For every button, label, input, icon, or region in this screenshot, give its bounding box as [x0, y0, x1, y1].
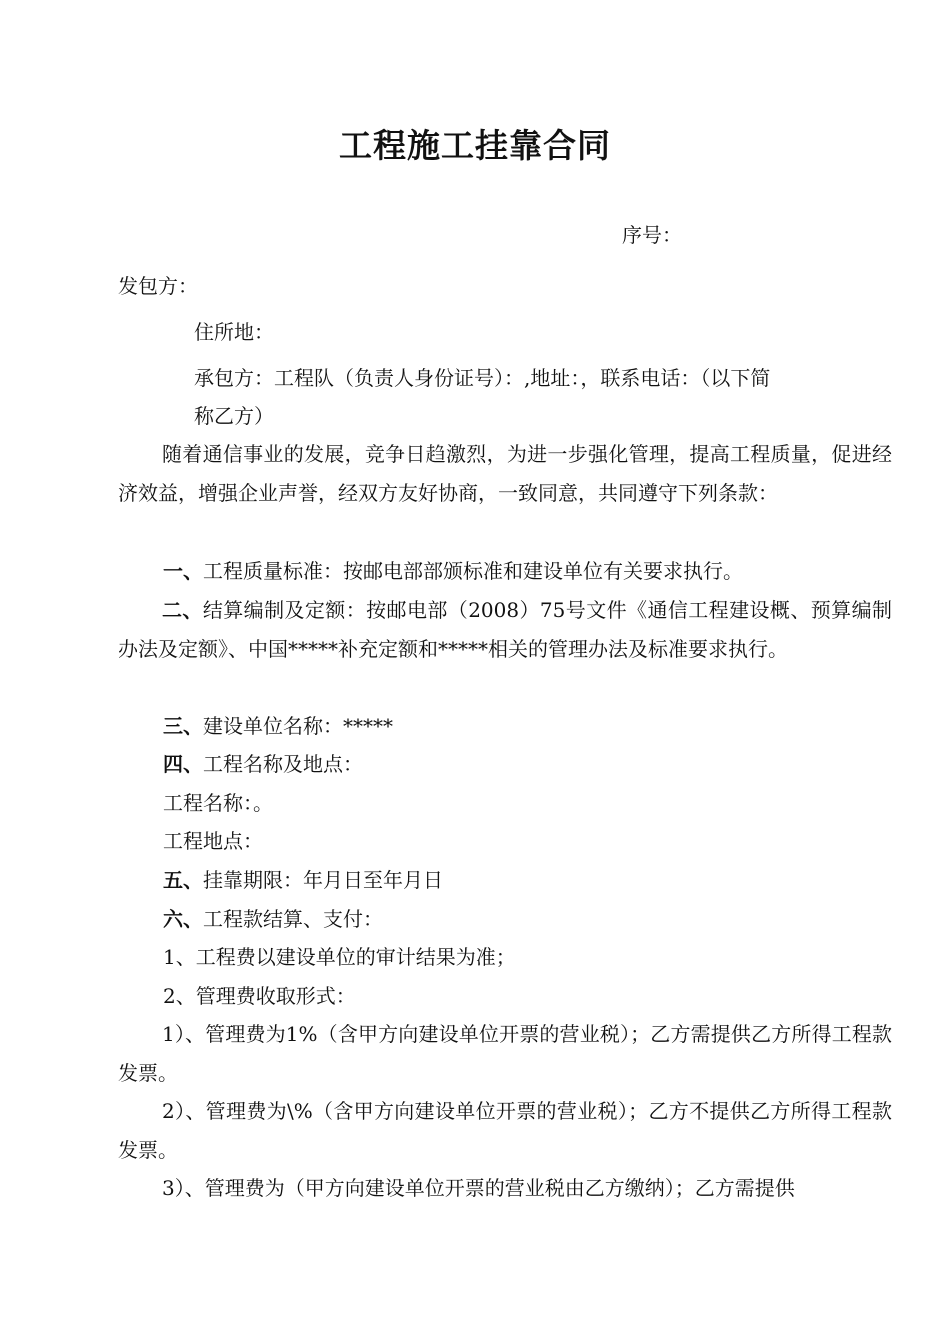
- project-location: 工程地点：: [163, 829, 263, 853]
- fee-option-2: 2）、管理费为\%（含甲方向建设单位开票的营业税）；乙方不提供乙方所得工程款发票。: [118, 1099, 892, 1162]
- payment-item-1: 1、工程费以建设单位的审计结果为准；: [163, 945, 516, 969]
- fee-option-1: 1）、管理费为1%（含甲方向建设单位开票的营业税）；乙方需提供乙方所得工程款发票。: [118, 1022, 892, 1085]
- clause-6: [163, 900, 935, 939]
- fee-option-3: 3）、管理费为（甲方向建设单位开票的营业税由乙方缴纳）；乙方需提供: [162, 1176, 795, 1200]
- address-label: 住所地：: [194, 320, 274, 344]
- clause-4-text: 工程名称及地点：: [203, 752, 363, 776]
- clause-2-number: 二、: [162, 598, 203, 622]
- serial-number-label: 序号：: [622, 223, 682, 247]
- party-a-label: 发包方：: [118, 274, 198, 298]
- intro-paragraph: 随着通信事业的发展，竞争日趋激烈，为进一步强化管理，提高工程质量，促进经济效益，增强企业声誉，经双方友好协商，一致同意，共同遵守下列条款：: [118, 442, 892, 505]
- clause-4: [163, 745, 935, 784]
- clause-1-number: 一、: [163, 559, 203, 583]
- clause-3-number: 三、: [163, 714, 203, 738]
- page-title: 工程施工挂靠合同: [339, 126, 611, 165]
- clause-3: [163, 707, 935, 746]
- clause-3-text: 建设单位名称：*****: [203, 714, 393, 738]
- party-b-line-2: 称乙方）: [194, 404, 274, 428]
- clause-2: [118, 591, 892, 668]
- payment-item-2: 2、管理费收取形式：: [163, 984, 356, 1008]
- clause-5-text: 挂靠期限：年月日至年月日: [203, 868, 443, 892]
- clause-4-number: 四、: [163, 752, 203, 776]
- clause-2-text: 结算编制及定额：按邮电部（2008）75号文件《通信工程建设概、预算编制办法及定额》、中国*****补充定额和*****相关的管理办法及标准要求执行。: [118, 598, 892, 661]
- clause-5: [163, 861, 935, 900]
- clause-5-number: 五、: [163, 868, 203, 892]
- project-name: 工程名称：。: [163, 791, 273, 815]
- clause-1: [163, 552, 935, 591]
- clause-1-text: 工程质量标准：按邮电部部颁标准和建设单位有关要求执行。: [203, 559, 743, 583]
- party-b-line-1: 承包方：工程队（负责人身份证号）：,地址：，联系电话：（以下简: [194, 366, 771, 390]
- clause-6-text: 工程款结算、支付：: [203, 907, 383, 931]
- clause-6-number: 六、: [163, 907, 203, 931]
